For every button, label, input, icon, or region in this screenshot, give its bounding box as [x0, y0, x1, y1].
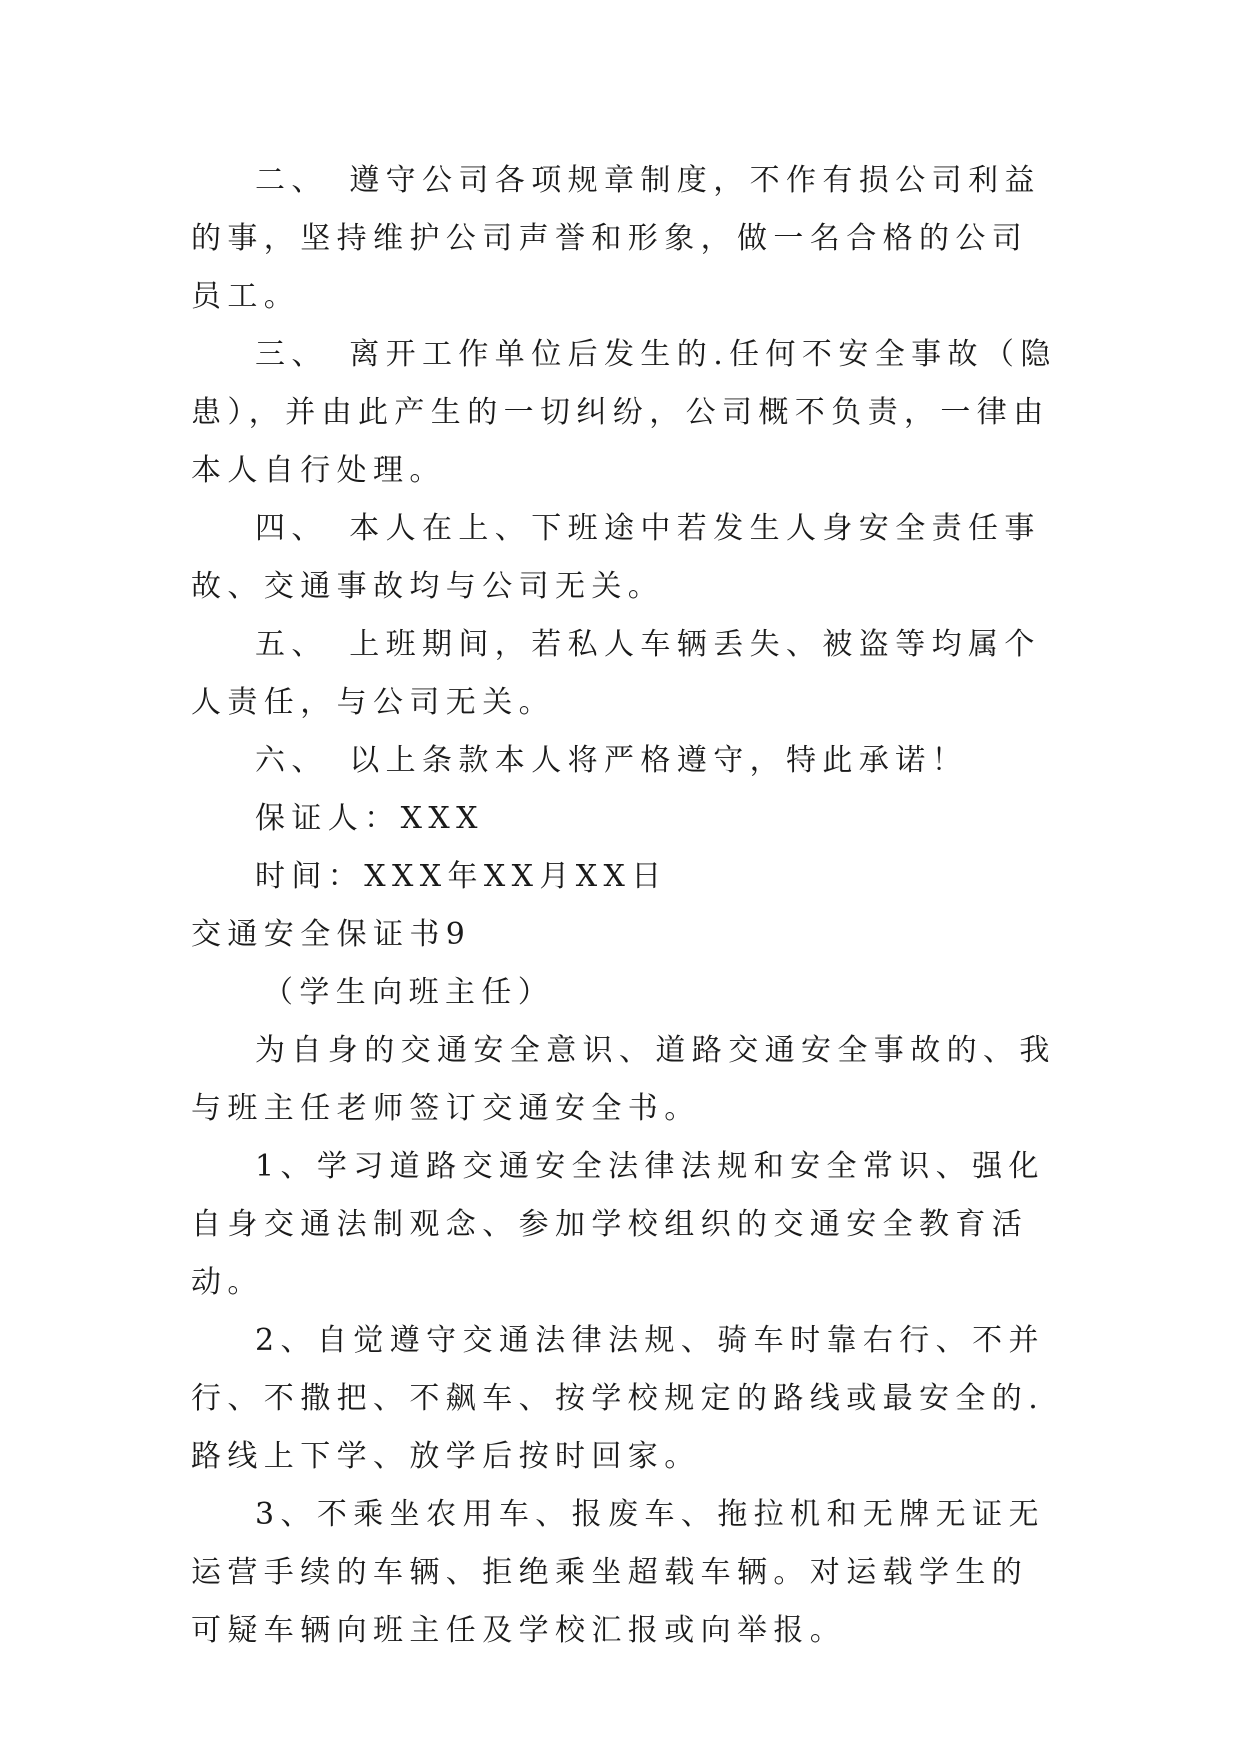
clause-2: 二、 遵守公司各项规章制度，不作有损公司利益的事，坚持维护公司声誉和形象，做一名合格的公司员工。 [191, 163, 1041, 314]
clause-4: 四、 本人在上、下班途中若发生人身安全责任事故、交通事故均与公司无关。 [191, 511, 1041, 604]
section-subtitle: （学生向班主任） [263, 975, 555, 1010]
document-body [191, 152, 1061, 1660]
item-3: 3、不乘坐农用车、报废车、拖拉机和无牌无证无运营手续的车辆、拒绝乘坐超载车辆。对运载学生的可疑车辆向班主任及学校汇报或向举报。 [191, 1497, 1045, 1648]
intro-paragraph: 为自身的交通安全意识、道路交通安全事故的、我与班主任老师签订交通安全书。 [191, 1033, 1056, 1126]
item-1: 1、学习道路交通安全法律法规和安全常识、强化自身交通法制观念、参加学校组织的交通安全教育活动。 [191, 1149, 1045, 1300]
clause-6: 六、 以上条款本人将严格遵守，特此承诺！ [255, 743, 968, 778]
clause-3: 三、 离开工作单位后发生的.任何不安全事故（隐患），并由此产生的一切纠纷，公司概不负责，一律由本人自行处理。 [191, 337, 1057, 488]
section-title: 交通安全保证书9 [191, 917, 472, 952]
item-2: 2、自觉遵守交通法律法规、骑车时靠右行、不并行、不撒把、不飙车、按学校规定的路线或最安全的.路线上下学、放学后按时回家。 [191, 1323, 1045, 1474]
date-line: 时间：XXX年XX月XX日 [255, 859, 668, 894]
clause-5: 五、 上班期间，若私人车辆丢失、被盗等均属个人责任，与公司无关。 [191, 627, 1041, 720]
guarantor-line: 保证人：XXX [255, 801, 484, 836]
